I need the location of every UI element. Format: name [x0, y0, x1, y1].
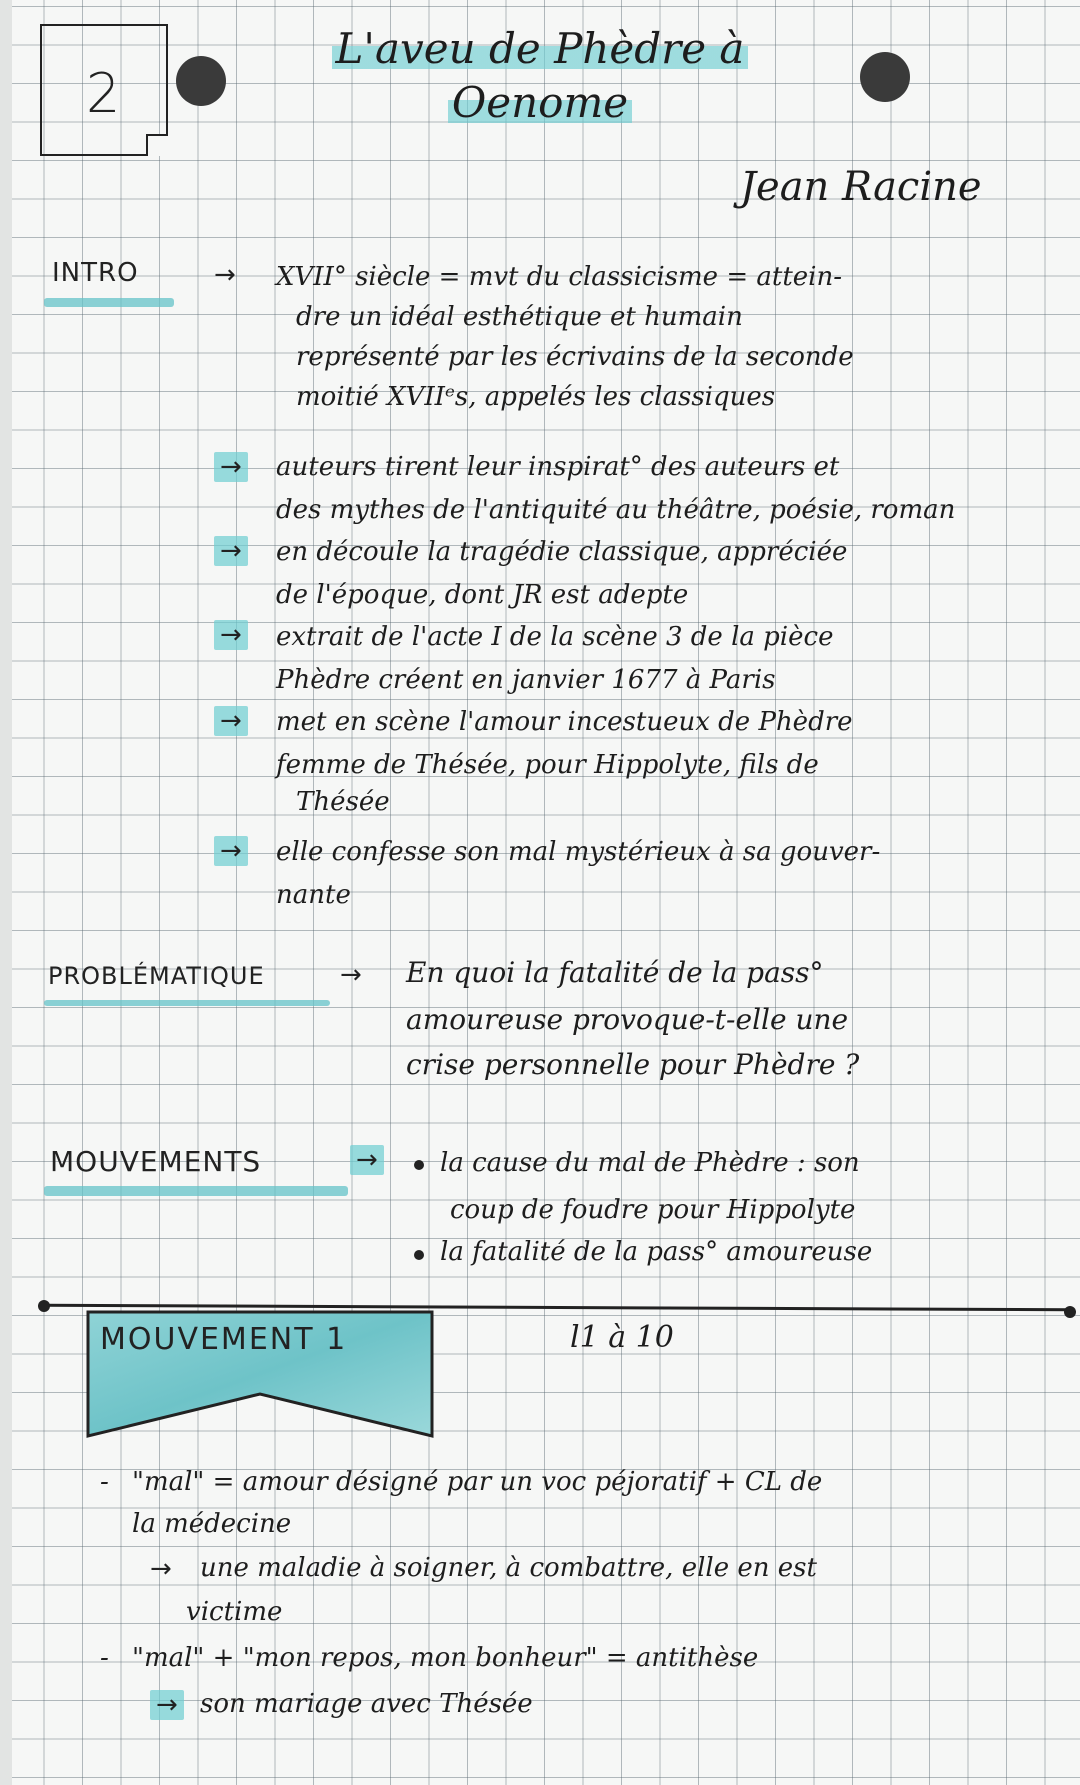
arrow-icon: → [150, 1554, 172, 1584]
mouvement1-label: MOUVEMENT 1 [100, 1322, 348, 1357]
arrow-icon: → [214, 706, 248, 736]
arrow-icon: → [214, 620, 248, 650]
intro-line: elle confesse son mal mystérieux à sa gouver- [276, 837, 881, 867]
problematique-line: amoureuse provoque-t-elle une [406, 1003, 849, 1036]
intro-line: en découle la tragédie classique, appréciée [276, 537, 848, 567]
arrow-icon: → [350, 1145, 384, 1175]
binder-hole-right [860, 52, 910, 102]
problematique-line: crise personnelle pour Phèdre ? [406, 1048, 860, 1081]
page-corner-fold [146, 134, 168, 156]
divider-dot [1064, 1306, 1076, 1318]
intro-line: femme de Thésée, pour Hippolyte, fils de [276, 750, 819, 780]
problematique-line: En quoi la fatalité de la pass° [406, 956, 824, 989]
bullet [414, 1160, 424, 1170]
title-line-2: Oenome [448, 78, 632, 127]
intro-line: moitié XVIIᵉs, appelés les classiques [296, 382, 776, 412]
arrow-icon: → [340, 960, 362, 990]
intro-line: extrait de l'acte I de la scène 3 de la pièce [276, 622, 834, 652]
intro-line: des mythes de l'antiquité au théâtre, poésie, roman [276, 495, 956, 525]
divider-dot [38, 1300, 50, 1312]
intro-underline [44, 298, 174, 307]
intro-line: Thésée [296, 787, 390, 817]
note-line: une maladie à soigner, à combattre, elle en est [200, 1553, 817, 1583]
author: Jean Racine [740, 164, 982, 210]
mouvement1-range: l1 à 10 [570, 1320, 674, 1355]
page-number: 2 [86, 62, 121, 125]
mouvement-item: la fatalité de la pass° amoureuse [440, 1237, 873, 1267]
intro-line: de l'époque, dont JR est adepte [276, 580, 689, 610]
arrow-icon: → [214, 452, 248, 482]
problematique-label: PROBLÉMATIQUE [48, 962, 265, 990]
note-line: la médecine [132, 1509, 292, 1539]
arrow-icon: → [150, 1690, 184, 1720]
arrow-icon: → [214, 536, 248, 566]
intro-line: nante [276, 880, 351, 910]
mouvements-underline [44, 1186, 348, 1196]
intro-line: auteurs tirent leur inspirat° des auteurs et [276, 452, 840, 482]
title-line-1: L'aveu de Phèdre à [332, 24, 749, 73]
problematique-underline [44, 1000, 330, 1006]
mouvement-item: la cause du mal de Phèdre : son [440, 1148, 860, 1178]
paper-edge [0, 0, 12, 1785]
arrow-icon: → [214, 260, 236, 290]
note-line: "mal" + "mon repos, mon bonheur" = antithèse [132, 1643, 759, 1673]
mouvement-item: coup de foudre pour Hippolyte [450, 1195, 856, 1225]
intro-line: XVII° siècle = mvt du classicisme = attein- [276, 262, 843, 292]
dash-icon: - [100, 1643, 109, 1673]
intro-label: INTRO [52, 258, 139, 288]
intro-line: Phèdre créent en janvier 1677 à Paris [276, 665, 776, 695]
binder-hole-left [176, 56, 226, 106]
page-title [270, 22, 810, 130]
bullet [414, 1250, 424, 1260]
note-line: "mal" = amour désigné par un voc péjoratif + CL de [132, 1467, 823, 1497]
intro-line: dre un idéal esthétique et humain [296, 302, 743, 332]
intro-line: met en scène l'amour incestueux de Phèdre [276, 707, 853, 737]
note-line: victime [186, 1597, 283, 1627]
mouvements-label: MOUVEMENTS [50, 1145, 262, 1178]
note-line: son mariage avec Thésée [200, 1689, 533, 1719]
arrow-icon: → [214, 836, 248, 866]
dash-icon: - [100, 1467, 109, 1497]
intro-line: représenté par les écrivains de la seconde [296, 342, 854, 372]
